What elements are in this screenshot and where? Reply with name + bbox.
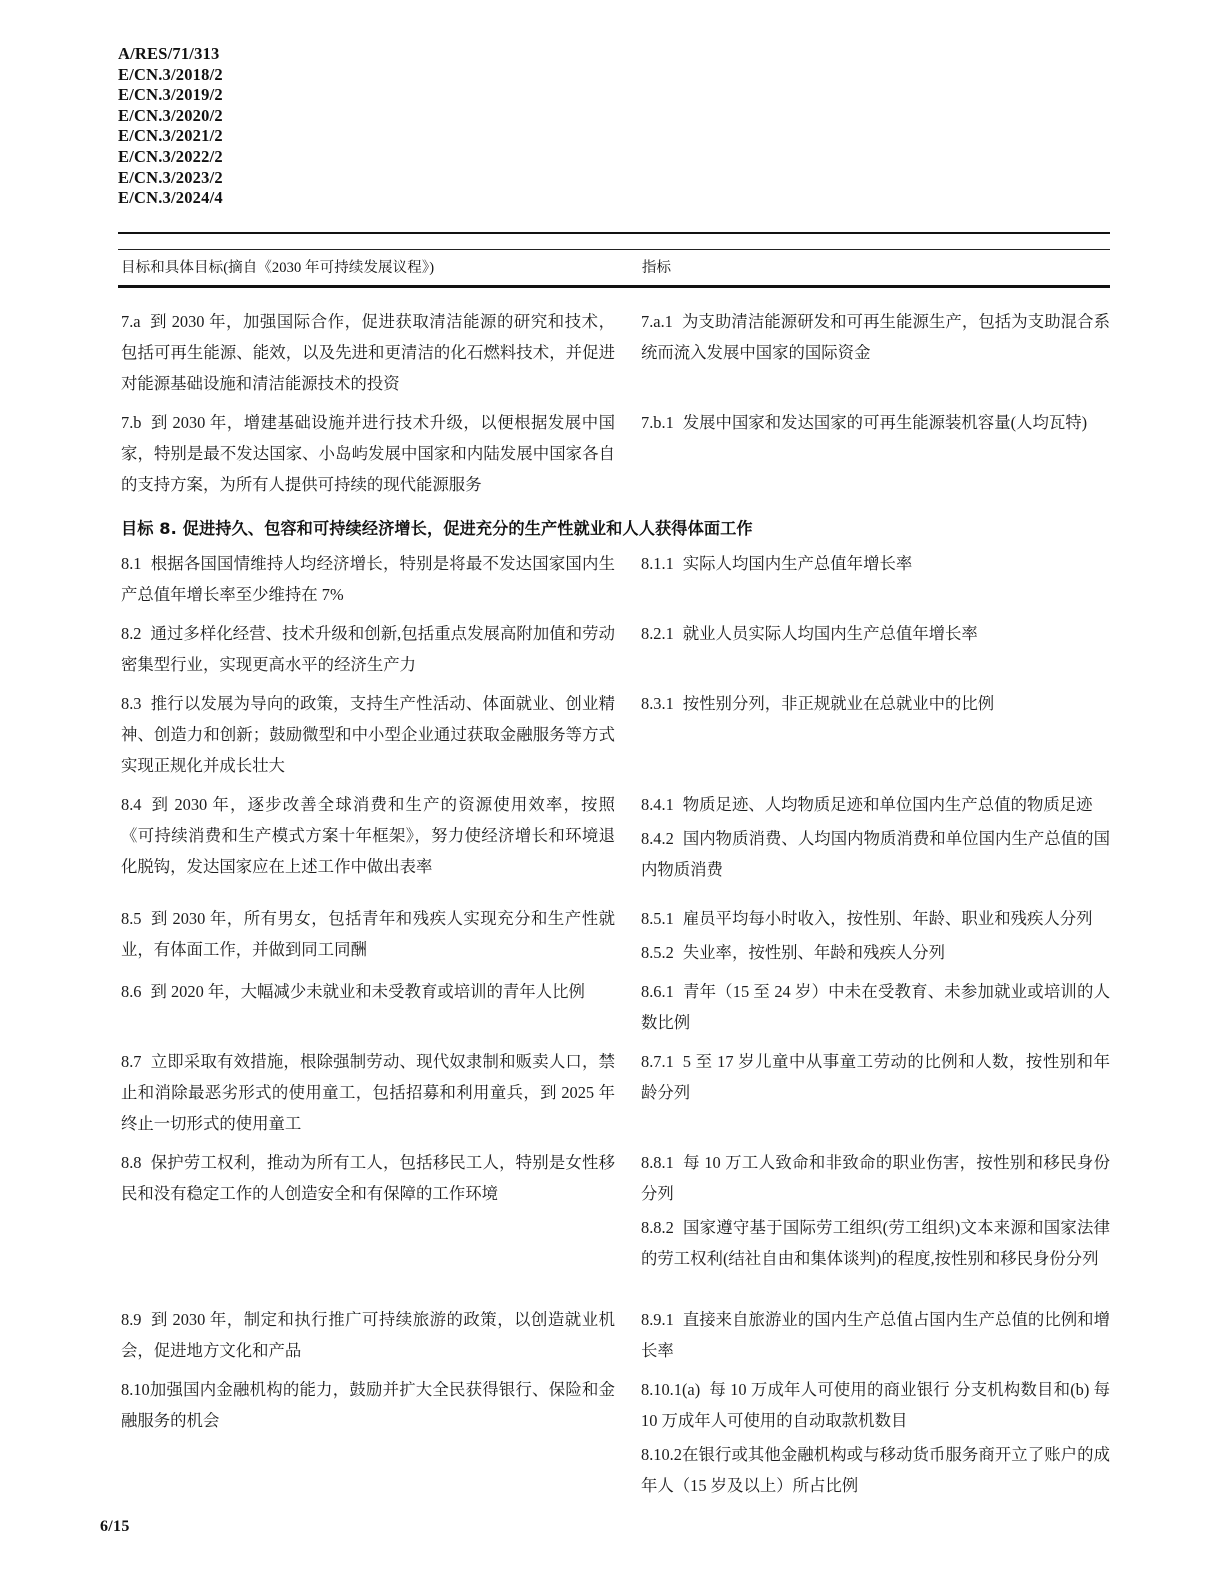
target-number: 8.9 bbox=[121, 1309, 142, 1329]
target-paragraph bbox=[121, 407, 615, 500]
table-row bbox=[118, 407, 1110, 500]
document-reference: E/CN.3/2020/2 bbox=[118, 105, 223, 125]
target-text: 到 2030 年，加强国际合作，促进获取清洁能源的研究和技术，包括可再生能源、能效，以及先进和更清洁的化石燃料技术，并促进对能源基础设施和清洁能源技术的投资 bbox=[121, 311, 615, 393]
indicator-cell bbox=[633, 1374, 1110, 1501]
document-reference-list bbox=[118, 44, 1112, 209]
goal-heading-row bbox=[118, 508, 1110, 548]
indicator-paragraph bbox=[641, 1304, 1110, 1366]
indicator-paragraph bbox=[641, 1374, 1110, 1436]
indicator-paragraph bbox=[641, 548, 1110, 579]
indicator-text: 就业人员实际人均国内生产总值年增长率 bbox=[682, 623, 978, 643]
table-row bbox=[118, 1374, 1110, 1501]
indicator-paragraph bbox=[641, 407, 1110, 438]
document-reference: A/RES/71/313 bbox=[118, 44, 220, 63]
table-row bbox=[118, 618, 1110, 680]
indicator-paragraph bbox=[641, 789, 1110, 820]
table-row bbox=[118, 1304, 1110, 1366]
column-header-indicators: 指标 bbox=[641, 260, 672, 277]
sdg-targets-indicators-table bbox=[118, 232, 1110, 1501]
target-text: 保护劳工权利，推动为所有工人，包括移民工人，特别是女性移民和没有稳定工作的人创造安全和有保障的工作环境 bbox=[121, 1152, 615, 1203]
target-number: 8.7 bbox=[121, 1051, 142, 1071]
indicator-number: 8.8.2 bbox=[641, 1217, 674, 1237]
target-paragraph bbox=[121, 903, 615, 965]
target-paragraph bbox=[121, 1147, 615, 1209]
indicator-cell bbox=[633, 407, 1110, 438]
indicator-text: 物质足迹、人均物质足迹和单位国内生产总值的物质足迹 bbox=[682, 794, 1093, 814]
indicator-text: 国内物质消费、人均国内物质消费和单位国内生产总值的国内物质消费 bbox=[641, 828, 1110, 879]
target-cell bbox=[118, 407, 633, 500]
table-body bbox=[118, 288, 1110, 1501]
indicator-number: 8.4.1 bbox=[641, 794, 674, 814]
indicator-number: 8.6.1 bbox=[641, 981, 674, 1001]
target-number: 8.10 bbox=[121, 1379, 150, 1399]
target-text: 到 2030 年，制定和执行推广可持续旅游的政策，以创造就业机会，促进地方文化和产品 bbox=[121, 1309, 615, 1360]
indicator-text: 国家遵守基于国际劳工组织(劳工组织)文本来源和国家法律的劳工权利(结社自由和集体谈判)的程度,按性别和移民身份分列 bbox=[641, 1217, 1110, 1268]
indicator-paragraph bbox=[641, 937, 1110, 968]
indicator-text: 在银行或其他金融机构或与移动货币服务商开立了账户的成年人（15 岁及以上）所占比例 bbox=[641, 1444, 1110, 1495]
indicator-paragraph bbox=[641, 688, 1110, 719]
indicator-text: 5 至 17 岁儿童中从事童工劳动的比例和人数，按性别和年龄分列 bbox=[641, 1051, 1110, 1102]
document-reference: E/CN.3/2019/2 bbox=[118, 85, 223, 105]
table-row bbox=[118, 1147, 1110, 1274]
target-text: 立即采取有效措施，根除强制劳动、现代奴隶制和贩卖人口，禁止和消除最恶劣形式的使用童工，包括招募和利用童兵，到 2025 年终止一切形式的使用童工 bbox=[121, 1051, 615, 1133]
target-number: 8.4 bbox=[121, 794, 142, 814]
indicator-paragraph bbox=[641, 1439, 1110, 1501]
indicator-paragraph bbox=[641, 1046, 1110, 1108]
target-paragraph bbox=[121, 548, 615, 610]
target-paragraph bbox=[121, 306, 615, 399]
indicator-paragraph bbox=[641, 823, 1110, 885]
target-text: 根据各国国情维持人均经济增长，特别是将最不发达国家国内生产总值年增长率至少维持在 7% bbox=[121, 553, 615, 604]
indicator-text: 失业率，按性别、年龄和残疾人分列 bbox=[682, 942, 946, 962]
indicator-number: 7.b.1 bbox=[641, 412, 674, 432]
target-text: 到 2030 年，逐步改善全球消费和生产的资源使用效率，按照《可持续消费和生产模式方案十年框架》，努力使经济增长和环境退化脱钩，发达国家应在上述工作中做出表率 bbox=[121, 794, 615, 876]
target-number: 7.b bbox=[121, 412, 142, 432]
target-text: 加强国内金融机构的能力，鼓励并扩大全民获得银行、保险和金融服务的机会 bbox=[121, 1379, 615, 1430]
indicator-text: 直接来自旅游业的国内生产总值占国内生产总值的比例和增长率 bbox=[641, 1309, 1110, 1360]
indicator-number: 8.2.1 bbox=[641, 623, 674, 643]
indicator-text: 实际人均国内生产总值年增长率 bbox=[682, 553, 913, 573]
indicator-paragraph bbox=[641, 903, 1110, 934]
target-text: 到 2030 年，所有男女，包括青年和残疾人实现充分和生产性就业，有体面工作，并做到同工同酬 bbox=[121, 908, 615, 959]
indicator-text: 每 10 万工人致命和非致命的职业伤害，按性别和移民身份分列 bbox=[641, 1152, 1110, 1203]
target-text: 通过多样化经营、技术升级和创新,包括重点发展高附加值和劳动密集型行业，实现更高水平的经济生产力 bbox=[121, 623, 615, 674]
target-number: 8.2 bbox=[121, 623, 142, 643]
target-cell bbox=[118, 976, 633, 1007]
table-row bbox=[118, 306, 1110, 399]
target-cell bbox=[118, 306, 633, 399]
table-row bbox=[118, 688, 1110, 781]
target-number: 7.a bbox=[121, 311, 141, 331]
indicator-cell bbox=[633, 1304, 1110, 1366]
document-reference: E/CN.3/2024/4 bbox=[118, 188, 223, 208]
target-paragraph bbox=[121, 976, 615, 1007]
target-number: 8.3 bbox=[121, 693, 142, 713]
target-paragraph bbox=[121, 1374, 615, 1436]
indicator-number: 8.8.1 bbox=[641, 1152, 674, 1172]
indicator-number: 8.1.1 bbox=[641, 553, 674, 573]
target-cell bbox=[118, 1046, 633, 1139]
indicator-cell bbox=[633, 618, 1110, 649]
indicator-text: 每 10 万成年人可使用的商业银行 分支机构数目和(b) 每 10 万成年人可使用的自动取款机数目 bbox=[641, 1379, 1110, 1430]
indicator-cell bbox=[633, 1147, 1110, 1274]
indicator-paragraph bbox=[641, 1212, 1110, 1274]
document-reference: E/CN.3/2021/2 bbox=[118, 126, 223, 146]
table-row bbox=[118, 1046, 1110, 1139]
document-reference: E/CN.3/2022/2 bbox=[118, 146, 223, 166]
target-paragraph bbox=[121, 618, 615, 680]
indicator-text: 发展中国家和发达国家的可再生能源装机容量(人均瓦特) bbox=[682, 412, 1088, 432]
indicator-number: 8.10.1(a) bbox=[641, 1379, 701, 1399]
table-row bbox=[118, 903, 1110, 968]
document-reference: E/CN.3/2023/2 bbox=[118, 167, 223, 187]
indicator-number: 8.7.1 bbox=[641, 1051, 674, 1071]
indicator-number: 8.5.1 bbox=[641, 908, 674, 928]
target-text: 到 2020 年，大幅减少未就业和未受教育或培训的青年人比例 bbox=[150, 981, 585, 1001]
goal-heading-text: 目标 8. 促进持久、包容和可持续经济增长，促进充分的生产性就业和人人获得体面工作 bbox=[121, 518, 753, 538]
target-cell bbox=[118, 1304, 633, 1366]
table-row bbox=[118, 789, 1110, 885]
target-cell bbox=[118, 688, 633, 781]
indicator-number: 8.9.1 bbox=[641, 1309, 674, 1329]
indicator-cell bbox=[633, 976, 1110, 1038]
document-reference: E/CN.3/2018/2 bbox=[118, 64, 223, 84]
column-header-goals: 目标和具体目标(摘自《2030 年可持续发展议程》) bbox=[121, 260, 435, 277]
target-cell bbox=[118, 1147, 633, 1209]
indicator-cell bbox=[633, 903, 1110, 968]
indicator-paragraph bbox=[641, 1147, 1110, 1209]
target-number: 8.8 bbox=[121, 1152, 142, 1172]
indicator-number: 8.5.2 bbox=[641, 942, 674, 962]
indicator-number: 8.10.2 bbox=[641, 1444, 682, 1464]
target-text: 到 2030 年，增建基础设施并进行技术升级，以便根据发展中国家，特别是最不发达国家、小岛屿发展中国家和内陆发展中国家各自的支持方案，为所有人提供可持续的现代能源服务 bbox=[121, 412, 615, 494]
table-header-row bbox=[118, 250, 1110, 285]
target-paragraph bbox=[121, 1304, 615, 1366]
indicator-number: 8.3.1 bbox=[641, 693, 674, 713]
table-row bbox=[118, 976, 1110, 1038]
indicator-text: 雇员平均每小时收入，按性别、年龄、职业和残疾人分列 bbox=[682, 908, 1093, 928]
indicator-paragraph bbox=[641, 976, 1110, 1038]
target-number: 8.1 bbox=[121, 553, 142, 573]
target-number: 8.6 bbox=[121, 981, 142, 1001]
target-paragraph bbox=[121, 1046, 615, 1139]
target-paragraph bbox=[121, 789, 615, 882]
indicator-number: 8.4.2 bbox=[641, 828, 674, 848]
target-text: 推行以发展为导向的政策，支持生产性活动、体面就业、创业精神、创造力和创新；鼓励微型和中小型企业通过获取金融服务等方式实现正规化并成长壮大 bbox=[121, 693, 615, 775]
indicator-cell bbox=[633, 548, 1110, 579]
indicator-text: 按性别分列，非正规就业在总就业中的比例 bbox=[682, 693, 995, 713]
page-number: 6/15 bbox=[100, 1518, 130, 1535]
target-cell bbox=[118, 1374, 633, 1436]
target-cell bbox=[118, 618, 633, 680]
indicator-text: 为支助清洁能源研发和可再生能源生产，包括为支助混合系统而流入发展中国家的国际资金 bbox=[641, 311, 1110, 362]
indicator-cell bbox=[633, 688, 1110, 719]
indicator-paragraph bbox=[641, 618, 1110, 649]
indicator-cell bbox=[633, 1046, 1110, 1108]
indicator-cell bbox=[633, 306, 1110, 368]
indicator-text: 青年（15 至 24 岁）中未在受教育、未参加就业或培训的人数比例 bbox=[641, 981, 1110, 1032]
target-number: 8.5 bbox=[121, 908, 142, 928]
target-cell bbox=[118, 903, 633, 965]
target-cell bbox=[118, 548, 633, 610]
indicator-number: 7.a.1 bbox=[641, 311, 673, 331]
indicator-paragraph bbox=[641, 306, 1110, 368]
target-cell bbox=[118, 789, 633, 882]
indicator-cell bbox=[633, 789, 1110, 885]
table-row bbox=[118, 548, 1110, 610]
target-paragraph bbox=[121, 688, 615, 781]
